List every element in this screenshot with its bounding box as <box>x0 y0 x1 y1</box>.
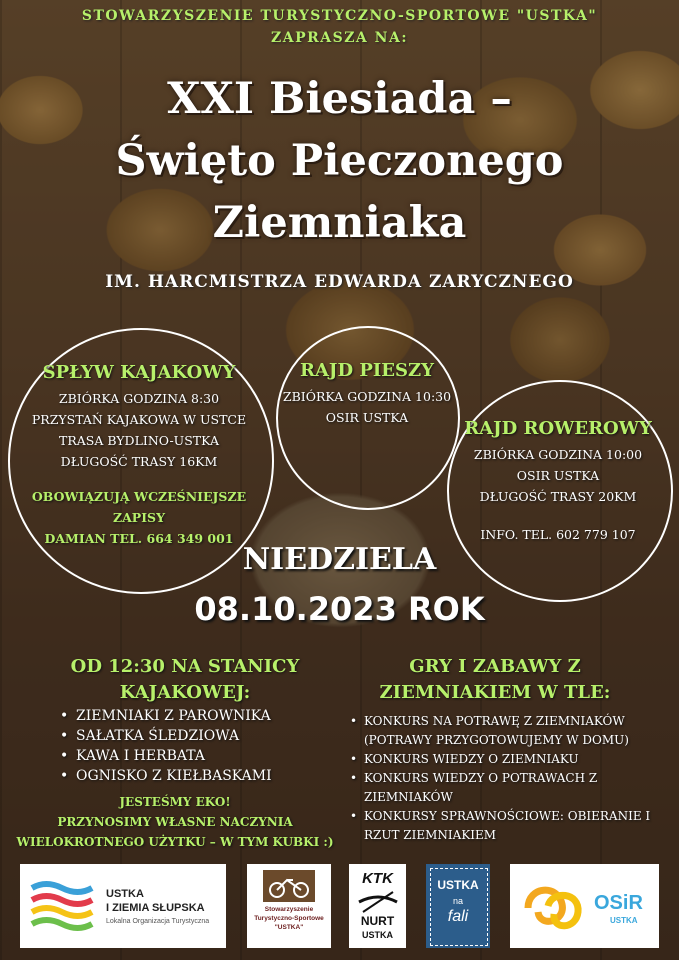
fali-logo-line3: fali <box>447 908 469 925</box>
kayak-note-line: OBOWIĄZUJĄ WCZEŚNIEJSZE <box>31 489 247 504</box>
list-item: • KONKURS NA POTRAWĘ Z ZIEMNIAKÓW (POTRAWY PRZYGOTOWUJEMY W DOMU) <box>350 712 660 750</box>
osir-ustka-logo <box>510 864 659 948</box>
ktk-nurt-logo <box>349 864 406 948</box>
games-heading-line: ZIEMNIAKIEM W TLE: <box>379 682 611 703</box>
ktk-logo-mid: NURT <box>360 914 395 928</box>
ustka-logo-line2: I ZIEMIA SŁUPSKA <box>106 902 205 914</box>
fali-logo-line2: na <box>452 896 463 906</box>
kayak-note-line: ZAPISY <box>112 510 166 525</box>
hike-detail: OSIR USTKA <box>325 410 409 425</box>
sts-logo-line2: Turystyczno-Sportowe <box>254 915 324 922</box>
event-title-line1: XXI Biesiada – <box>167 74 512 124</box>
kayak-detail: ZBIÓRKA GODZINA 8:30 <box>58 391 220 406</box>
hike-title: RAJD PIESZY <box>300 360 434 381</box>
bicycle-icon <box>263 870 315 902</box>
food-heading-line: KAJAKOWEJ: <box>119 682 251 703</box>
list-item: • KAWA I HERBATA <box>60 746 330 766</box>
eco-note-line: WIELOKROTNEGO UŻYTKU – W TYM KUBKI :) <box>16 835 334 849</box>
ktk-logo-bottom: USTKA <box>362 930 393 940</box>
games-heading <box>350 654 640 706</box>
bike-detail: OSIR USTKA <box>516 468 600 483</box>
kayak-detail: TRASA BYDLINO-USTKA <box>59 433 219 448</box>
sts-ustka-logo <box>247 864 331 948</box>
osir-swirl-icon <box>518 878 586 934</box>
patron-name: IM. HARCMISTRZA EDWARDA ZARYCZNEGO <box>105 272 574 292</box>
games-list <box>350 712 660 845</box>
osir-logo-name: OSiR <box>594 892 643 914</box>
kayak-contact: DAMIAN TEL. 664 349 001 <box>44 531 234 546</box>
sts-logo-line1: Stowarzyszenie <box>264 906 314 913</box>
kayak-title: SPŁYW KAJAKOWY <box>42 362 236 383</box>
ustka-lot-logo <box>20 864 226 948</box>
invites-label: ZAPRASZA NA: <box>271 30 408 46</box>
eco-note-line: JESTEŚMY EKO! <box>119 795 231 809</box>
ustka-logo-line3: Lokalna Organizacja Turystyczna <box>106 918 210 925</box>
event-title-line2: Święto Pieczonego <box>115 136 564 186</box>
food-list <box>60 706 330 786</box>
hike-details <box>276 386 458 428</box>
hike-detail: ZBIÓRKA GODZINA 10:30 <box>282 389 452 404</box>
games-heading-line: GRY I ZABAWY Z <box>409 656 581 677</box>
bike-title: RAJD ROWEROWY <box>464 418 652 439</box>
bike-details <box>449 444 667 507</box>
bike-detail: ZBIÓRKA GODZINA 10:00 <box>473 447 643 462</box>
eco-note-line: PRZYNOSIMY WŁASNE NACZYNIA <box>57 815 293 829</box>
list-item: • OGNISKO Z KIEŁBASKAMI <box>60 766 330 786</box>
osir-logo-sub: USTKA <box>610 916 638 925</box>
list-item: • KONKURS WIEDZY O POTRAWACH Z ZIEMNIAKÓW <box>350 769 660 807</box>
list-item: • KONKURSY SPRAWNOŚCIOWE: OBIERANIE I RZUT ZIEMNIAKIEM <box>350 807 660 845</box>
organizer-name: STOWARZYSZENIE TURYSTYCZNO-SPORTOWE "USTKA" <box>81 8 598 24</box>
kayak-registration-note <box>20 486 258 549</box>
list-item: • ZIEMNIAKI Z PAROWNIKA <box>60 706 330 726</box>
list-item: • KONKURS WIEDZY O ZIEMNIAKU <box>350 750 660 769</box>
event-day: NIEDZIELA <box>242 542 437 577</box>
event-date: 08.10.2023 ROK <box>194 590 485 628</box>
kayak-detail: PRZYSTAŃ KAJAKOWA W USTCE <box>31 412 247 427</box>
bike-detail: DŁUGOŚĆ TRASY 20KM <box>479 489 637 504</box>
eco-note <box>10 792 340 852</box>
ktk-logo-top: KTK <box>362 870 393 887</box>
kayak-detail: DŁUGOŚĆ TRASY 16KM <box>60 454 218 469</box>
ustka-na-fali-logo <box>426 864 490 948</box>
kayak-details <box>20 388 258 472</box>
kayak-paddle-icon <box>357 890 399 914</box>
sts-logo-line3: "USTKA" <box>274 924 304 931</box>
bike-info: INFO. TEL. 602 779 107 <box>480 527 636 542</box>
list-item: • SAŁATKA ŚLEDZIOWA <box>60 726 330 746</box>
food-heading-line: OD 12:30 NA STANICY <box>70 656 300 677</box>
ustka-logo-line1: USTKA <box>106 888 144 900</box>
ustka-waves-icon <box>30 880 94 932</box>
event-title-line3: Ziemniaka <box>212 198 467 248</box>
food-heading <box>40 654 330 706</box>
fali-logo-line1: USTKA <box>437 878 479 892</box>
